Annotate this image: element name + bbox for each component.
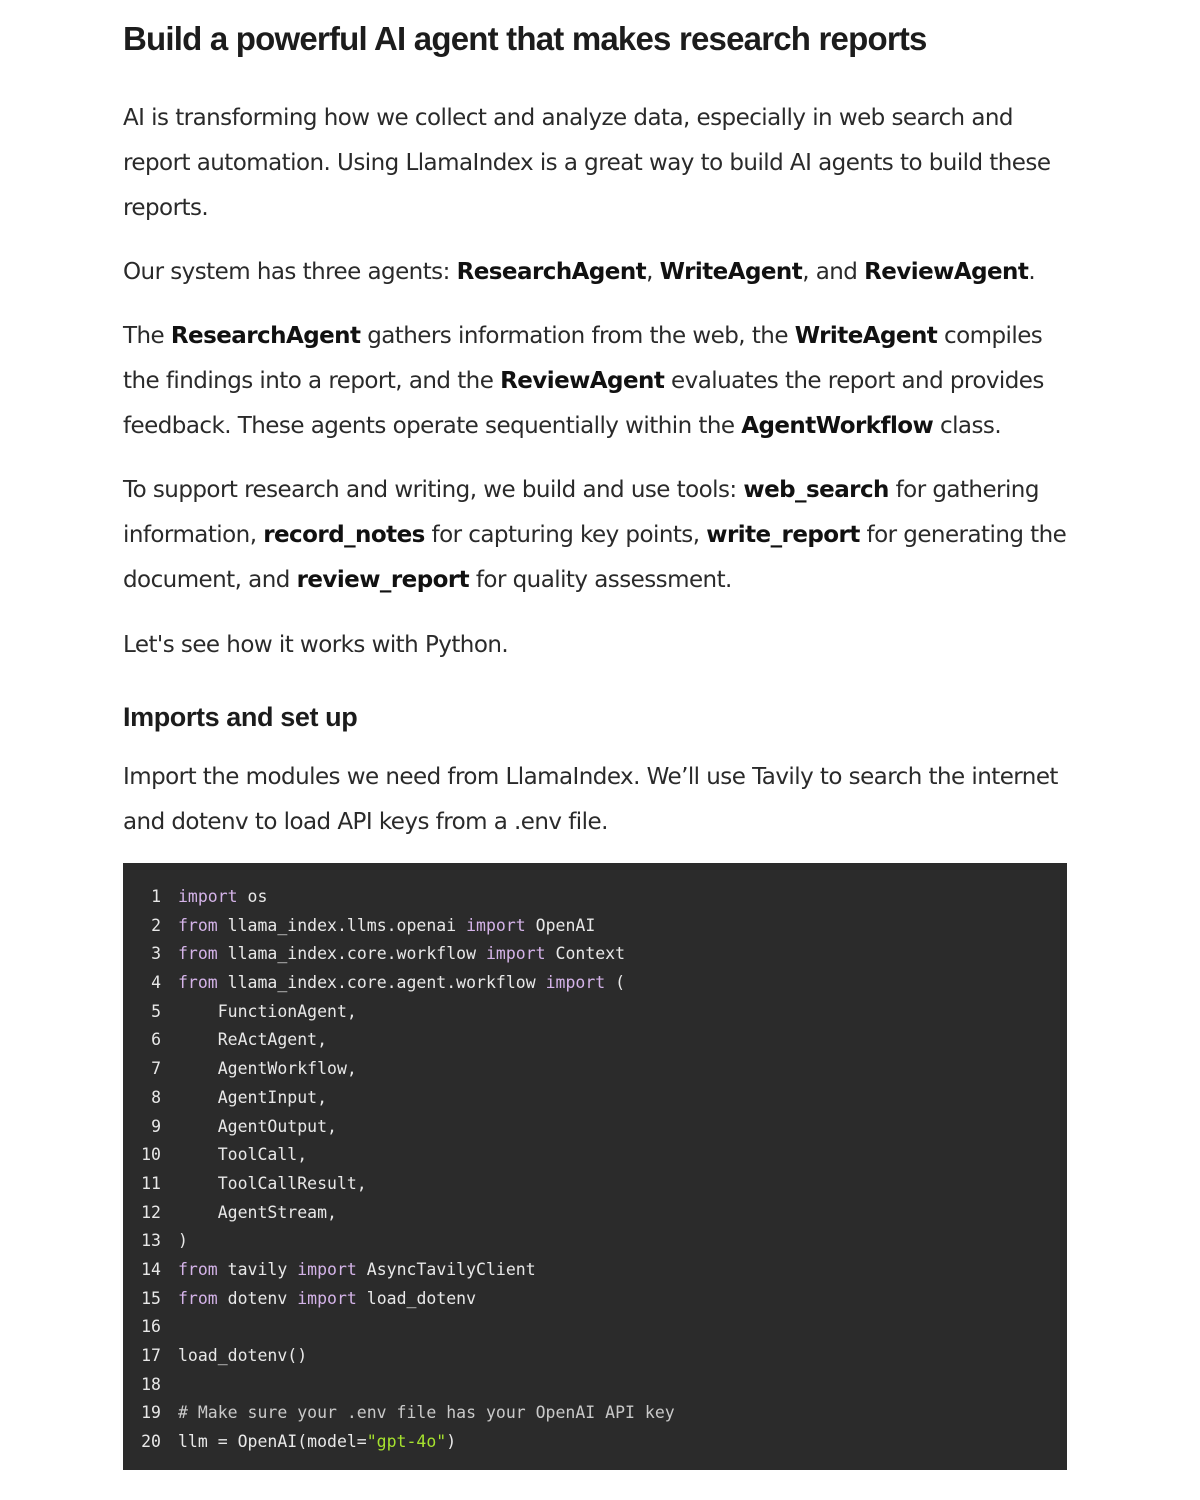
code-text [161,1199,337,1228]
code-keyword: import [178,887,238,906]
code-line [123,1026,1067,1055]
code-keyword: import [485,944,546,964]
line-number: 16 [141,1317,161,1337]
code-token: llama_index.llms.openai [217,915,467,935]
code-line [123,1227,1067,1256]
code-line [123,940,1067,969]
code-text [161,969,625,998]
code-text [161,883,267,912]
code-token: AgentWorkflow, [178,1059,357,1079]
code-line [123,1428,1067,1457]
write-report-term: write_report [706,522,860,548]
code-text [161,1170,367,1199]
code-text [161,1399,675,1428]
code-keyword: import [297,1259,357,1279]
line-number: 20 [141,1432,161,1452]
tools-paragraph: To support research and writing, we build and use tools: web_search for gathering information, record_notes for capturing key points, write_report for generating the document, and review_report for quality assessment. [123,477,1067,593]
code-token: ToolCallResult, [178,1173,367,1193]
line-number: 13 [141,1231,161,1251]
code-text [161,1141,307,1170]
code-token: OpenAI [525,915,596,935]
code-token: llama_index.core.agent.workflow [217,973,546,993]
code-text [161,1342,307,1371]
code-token: ) [446,1432,457,1452]
line-number: 8 [151,1087,161,1107]
code-token: load_dotenv [356,1288,477,1308]
intro-paragraph: AI is transforming how we collect and analyze data, especially in web search and report automation. Using LlamaIndex is a great way to build AI agents to build these reports. [123,105,1051,221]
code-text [161,1113,337,1142]
code-string: "gpt-4o" [366,1432,447,1452]
code-line [123,1313,1067,1342]
code-token: AsyncTavilyClient [356,1259,536,1279]
code-text [161,1256,536,1285]
code-line [123,1170,1067,1199]
line-number: 7 [151,1059,161,1079]
line-number: 19 [141,1403,161,1423]
code-token: tavily [217,1259,298,1279]
python-intro-paragraph: Let's see how it works with Python. [123,632,509,658]
code-line [123,1141,1067,1170]
line-number: 17 [141,1346,161,1365]
code-line [123,1113,1067,1142]
code-block[interactable] [123,863,1067,1470]
agents-description-paragraph: The ResearchAgent gathers information from the web, the WriteAgent compiles the findings into a report, and the ReviewAgent evaluates the report and provides feedback. These agents operate sequentially within the AgentWorkflow class. [123,323,1044,439]
code-line [123,1371,1067,1400]
code-text [161,1371,178,1400]
code-token: FunctionAgent, [178,1001,357,1021]
code-text [161,912,595,941]
code-token: AgentInput, [178,1087,328,1107]
code-keyword: import [545,973,606,993]
code-text [161,940,625,969]
code-text [161,998,357,1027]
code-token: llm = OpenAI(model= [178,1432,367,1452]
code-line [123,1199,1067,1228]
code-line [123,883,1067,912]
code-text [161,1026,327,1055]
code-keyword: import [466,915,526,935]
code-text [161,1227,188,1256]
code-keyword: from [178,973,218,993]
code-text [161,1428,456,1457]
review-report-term: review_report [296,567,470,593]
code-line [123,1342,1067,1371]
code-line [123,912,1067,941]
write-agent-term: WriteAgent [794,323,938,349]
line-number: 9 [151,1116,161,1136]
code-keyword: import [297,1288,357,1308]
line-number: 4 [151,973,161,993]
code-line [123,969,1067,998]
code-line [123,1055,1067,1084]
section-title: Imports and set up [123,702,358,732]
code-text [161,1055,357,1084]
code-line [123,1285,1067,1314]
code-token: ( [605,973,626,993]
line-number: 11 [141,1173,161,1193]
code-comment: # Make sure your .env file has your OpenAI API key [178,1403,675,1423]
code-text [161,1313,178,1342]
line-number: 5 [151,1001,161,1021]
line-number: 18 [141,1374,161,1394]
line-number: 15 [141,1288,161,1308]
line-number: 12 [141,1202,161,1222]
record-notes-term: record_notes [263,522,425,548]
code-token: os [237,887,268,906]
code-lines [123,863,1067,1457]
research-agent-term: ResearchAgent [456,259,647,285]
line-number: 14 [141,1259,161,1279]
code-token: dotenv [217,1288,298,1308]
imports-paragraph: Import the modules we need from LlamaIndex. We’ll use Tavily to search the internet and dotenv to load API keys from a .env file. [123,764,1058,835]
code-token: ToolCall, [178,1145,308,1165]
line-number: 10 [141,1145,161,1165]
code-text [161,1285,476,1314]
write-agent-term: WriteAgent [659,259,803,285]
code-line [123,1084,1067,1113]
review-agent-term: ReviewAgent [864,259,1029,285]
research-agent-term: ResearchAgent [170,323,361,349]
agent-workflow-term: AgentWorkflow [741,413,934,439]
line-number: 2 [151,915,161,935]
code-line [123,1399,1067,1428]
web-search-term: web_search [743,477,889,503]
code-token: AgentOutput, [178,1116,337,1136]
code-token: Context [545,944,626,964]
code-keyword: from [178,944,218,964]
code-keyword: from [178,1288,218,1308]
code-token: ReActAgent, [178,1030,328,1050]
code-token: AgentStream, [178,1202,337,1222]
line-number: 1 [151,887,161,906]
code-keyword: from [178,915,218,935]
code-keyword: from [178,1259,218,1279]
code-text [161,1084,327,1113]
code-line [123,998,1067,1027]
code-token: load_dotenv() [178,1346,308,1365]
review-agent-term: ReviewAgent [500,368,665,394]
agents-paragraph: Our system has three agents: ResearchAgent, WriteAgent, and ReviewAgent. [123,259,1036,285]
line-number: 6 [151,1030,161,1050]
page-title: Build a powerful AI agent that makes research reports [123,20,927,57]
code-token: llama_index.core.workflow [217,944,486,964]
line-number: 3 [151,944,161,964]
code-line [123,1256,1067,1285]
code-token: ) [178,1231,188,1251]
